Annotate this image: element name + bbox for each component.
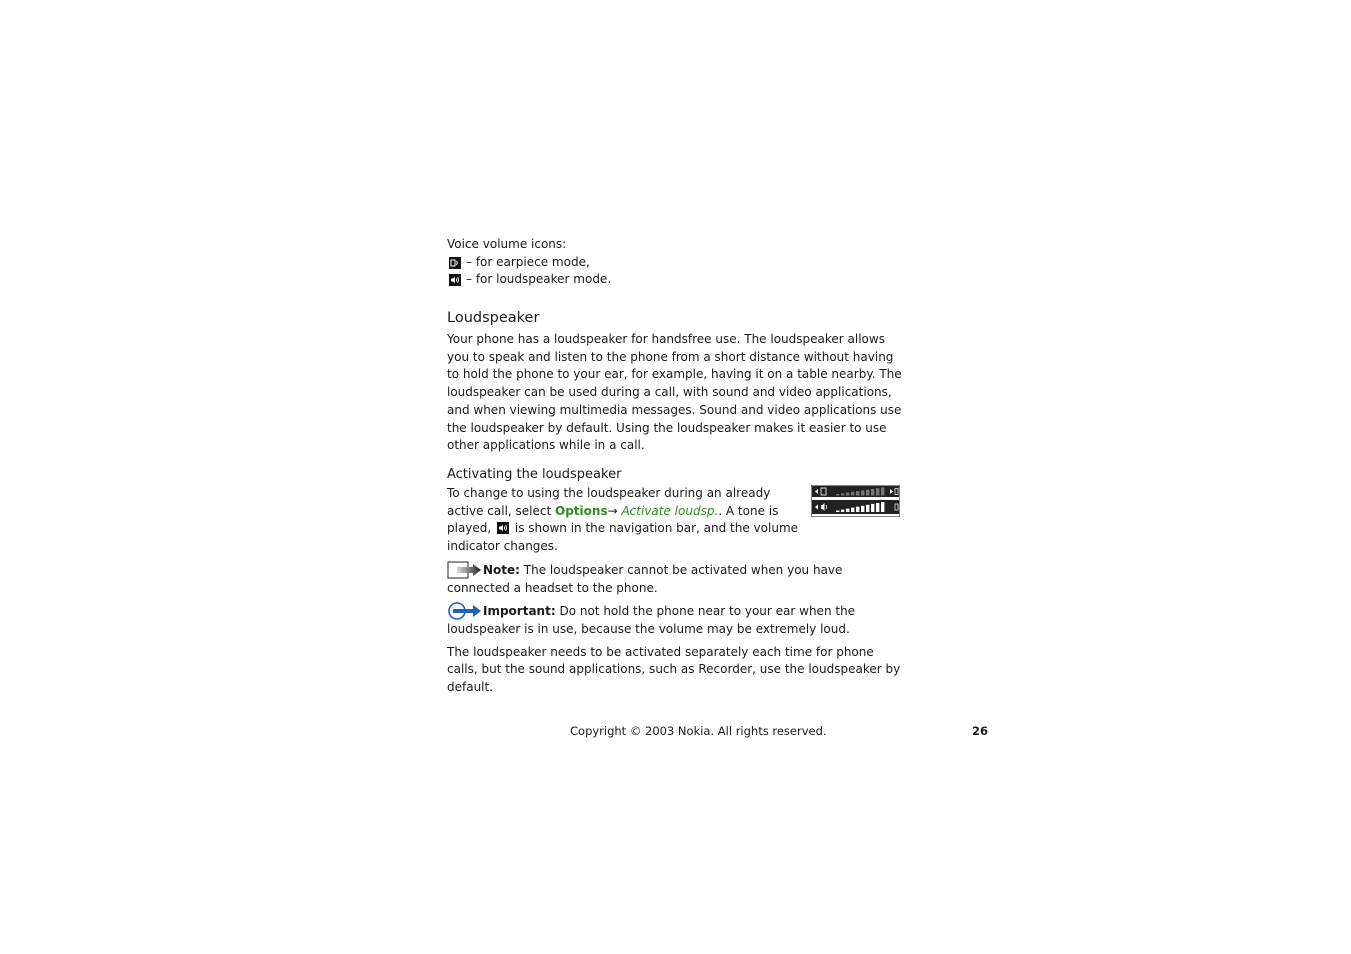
volume-bar — [851, 492, 854, 496]
page-number: 26 — [972, 724, 989, 738]
activate-loudsp-label: Activate loudsp. — [621, 503, 719, 518]
volume-bar — [861, 506, 864, 512]
volume-bar — [876, 503, 879, 512]
loudspeaker-icon — [449, 274, 461, 286]
volume-bar — [846, 509, 849, 512]
loudspeaker-mode-line — [447, 271, 902, 289]
loudspeaker-body: Your phone has a loudspeaker for handsfree use. The loudspeaker allows you to speak and listen to the phone from a short distance without having to hold the phone to your ear, for example, having it on a table nearby. The loudspeaker can be used during a call, with sound and video applications, and when viewing multimedia messages. Sound and video applications use the loudspeaker by default. Using the loudspeaker makes it easier to use other applications while in a call. — [447, 332, 902, 453]
activating-text-middle: . A tone is played, — [447, 503, 779, 536]
volume-indicator-screen — [811, 485, 900, 517]
important-icon — [447, 602, 482, 620]
important-text: Do not hold the phone near to your ear when the loudspeaker is in use, because the volume may be extremely loud. — [447, 604, 856, 636]
activating-text-after: is shown in the navigation bar, and the volume indicator changes. — [447, 521, 799, 554]
footer-copyright: Copyright © 2003 Nokia. All rights reserved. — [570, 724, 827, 738]
important-paragraph — [447, 602, 902, 638]
note-text: The loudspeaker cannot be activated when you have connected a headset to the phone. — [447, 562, 843, 595]
volume-bar — [846, 493, 849, 496]
volume-bar — [866, 505, 869, 512]
menu-arrow: → — [607, 503, 622, 518]
earpiece-mode-text: – for earpiece mode, — [466, 254, 590, 269]
closing-paragraph: The loudspeaker needs to be activated separately each time for phone calls, but the sound applications, such as Recorder, use the loudspeaker by default. — [447, 644, 901, 695]
loudspeaker-title: Loudspeaker — [447, 310, 540, 327]
activating-title: Activating the loudspeaker — [447, 467, 622, 482]
activating-text — [447, 485, 807, 556]
volume-bar — [851, 508, 854, 512]
volume-bar — [841, 493, 844, 495]
loudspeaker-inline-icon — [497, 522, 509, 534]
note-paragraph — [447, 561, 902, 597]
volume-bar — [856, 507, 859, 512]
volume-bar — [836, 511, 839, 513]
volume-bar — [871, 489, 874, 496]
volume-bar — [856, 491, 859, 495]
page-content — [447, 236, 902, 697]
volume-bar — [866, 490, 869, 496]
loudspeaker-mode-text: – for loudspeaker mode. — [466, 272, 612, 287]
volume-bar — [836, 494, 839, 496]
earpiece-icon — [449, 257, 461, 269]
voice-volume-heading: Voice volume icons: — [447, 237, 567, 251]
volume-bar — [861, 490, 864, 495]
volume-bar — [876, 488, 879, 495]
volume-bar — [881, 502, 884, 512]
options-menu-label: Options — [555, 503, 608, 518]
activating-block — [447, 485, 902, 556]
activating-text-before: To change to using the loudspeaker during an already active call, select — [447, 486, 771, 518]
volume-bar — [871, 504, 874, 512]
volume-bar — [841, 510, 844, 512]
note-icon — [447, 561, 482, 579]
earpiece-mode-line — [447, 254, 902, 272]
important-label: Important: — [483, 604, 556, 619]
volume-bar — [881, 488, 884, 496]
note-label: Note: — [483, 562, 520, 577]
